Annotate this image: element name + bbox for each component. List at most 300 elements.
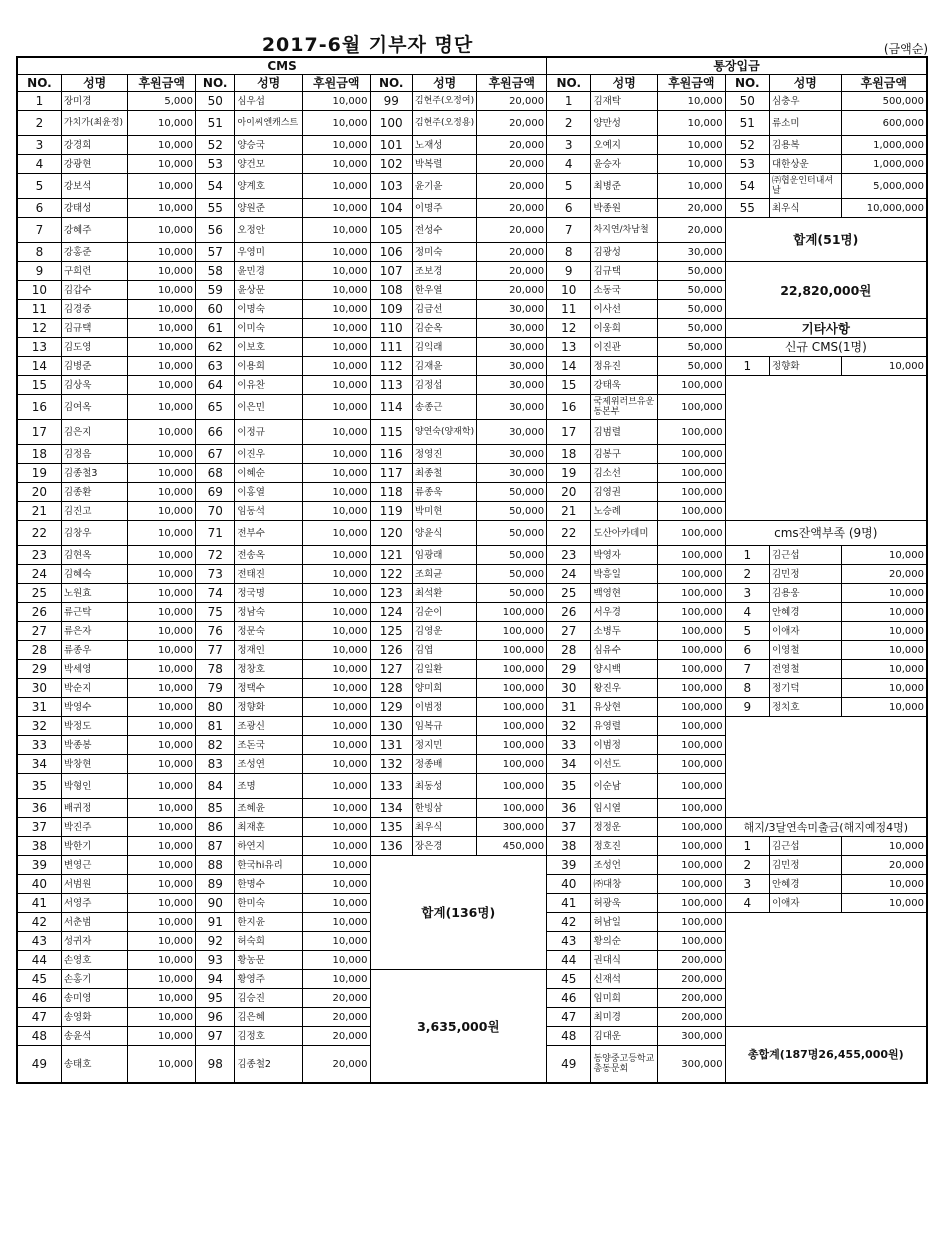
bank-donor-name: 이선도 xyxy=(591,755,658,774)
bank-donor-amount: 100,000 xyxy=(658,818,726,837)
bank-donor-amount: 50,000 xyxy=(658,281,726,300)
table-row xyxy=(17,584,927,603)
bank-donor-no: 21 xyxy=(547,502,591,521)
header-name: 성명 xyxy=(769,75,841,92)
cms-donor-no: 30 xyxy=(17,679,61,698)
cms-donor-amount: 100,000 xyxy=(477,717,547,736)
cms-donor-no: 10 xyxy=(17,281,61,300)
cms-donor-no: 13 xyxy=(17,338,61,357)
cms-donor-no: 97 xyxy=(196,1027,235,1046)
bank-donor-amount: 10,000 xyxy=(658,136,726,155)
bank-donor-amount: 100,000 xyxy=(658,584,726,603)
bank-donor-no: 20 xyxy=(547,483,591,502)
cms-donor-amount: 100,000 xyxy=(477,698,547,717)
bank-donor-name: 조성언 xyxy=(591,856,658,875)
cms-donor-name: 아이씨엔캐스트 xyxy=(235,111,303,136)
cms-donor-no: 118 xyxy=(370,483,412,502)
bank-donor-amount: 100,000 xyxy=(658,420,726,445)
cms-donor-no: 77 xyxy=(196,641,235,660)
cms-donor-amount: 10,000 xyxy=(302,970,370,989)
cms-donor-amount: 30,000 xyxy=(477,338,547,357)
cms-donor-amount: 20,000 xyxy=(477,155,547,174)
table-row xyxy=(17,262,927,281)
cms-donor-amount: 20,000 xyxy=(477,174,547,199)
header-name: 성명 xyxy=(235,75,303,92)
bank-donor-amount: 100,000 xyxy=(658,755,726,774)
cms-donor-name: 강태성 xyxy=(61,199,128,218)
cms-donor-name: 최우식 xyxy=(412,818,477,837)
bank-donor-no: 15 xyxy=(547,376,591,395)
cms-donor-no: 59 xyxy=(196,281,235,300)
shortage-amount: 20,000 xyxy=(841,565,927,584)
cms-donor-name: 강혜주 xyxy=(61,218,128,243)
bank-donor-no: 44 xyxy=(547,951,591,970)
bank-donor-name: 윤승자 xyxy=(591,155,658,174)
cms-donor-amount: 100,000 xyxy=(477,641,547,660)
cms-donor-name: 양계호 xyxy=(235,174,303,199)
cms-donor-no: 63 xyxy=(196,357,235,376)
cms-donor-amount: 10,000 xyxy=(128,521,196,546)
cms-donor-amount: 20,000 xyxy=(302,989,370,1008)
cms-donor-name: 이명숙 xyxy=(235,300,303,319)
cms-donor-name: 임광래 xyxy=(412,546,477,565)
cms-donor-no: 107 xyxy=(370,262,412,281)
cms-donor-name: 한명수 xyxy=(235,875,303,894)
cms-donor-amount: 100,000 xyxy=(477,603,547,622)
cms-donor-no: 105 xyxy=(370,218,412,243)
cms-total-count: 합계(136명) xyxy=(370,856,547,970)
cms-donor-no: 50 xyxy=(196,92,235,111)
cms-donor-no: 44 xyxy=(17,951,61,970)
cms-donor-amount: 10,000 xyxy=(128,736,196,755)
shortage-name: 이영철 xyxy=(769,641,841,660)
bank-donor-amount: 100,000 xyxy=(658,698,726,717)
cms-donor-amount: 30,000 xyxy=(477,300,547,319)
bank-donor-amount: 5,000,000 xyxy=(841,174,927,199)
bank-donor-amount: 100,000 xyxy=(658,483,726,502)
cms-donor-name: 전태진 xyxy=(235,565,303,584)
cms-donor-amount: 100,000 xyxy=(477,736,547,755)
cms-donor-no: 109 xyxy=(370,300,412,319)
bank-donor-amount: 50,000 xyxy=(658,262,726,281)
table-row xyxy=(17,357,927,376)
cms-donor-amount: 10,000 xyxy=(302,837,370,856)
cms-donor-no: 73 xyxy=(196,565,235,584)
cms-donor-amount: 10,000 xyxy=(128,774,196,799)
cms-donor-amount: 10,000 xyxy=(302,717,370,736)
cancel-name: 이애자 xyxy=(769,894,841,913)
cms-donor-amount: 10,000 xyxy=(128,483,196,502)
cms-donor-no: 69 xyxy=(196,483,235,502)
shortage-name: 김민정 xyxy=(769,565,841,584)
bank-total-count: 합계(51명) xyxy=(725,218,927,262)
cms-donor-name: 김종철2 xyxy=(235,1046,303,1084)
cms-donor-name: 성귀자 xyxy=(61,932,128,951)
cms-donor-name: 정재인 xyxy=(235,641,303,660)
bank-donor-name: 서우경 xyxy=(591,603,658,622)
cms-donor-name: 양원준 xyxy=(235,199,303,218)
cms-donor-no: 126 xyxy=(370,641,412,660)
cms-donor-no: 60 xyxy=(196,300,235,319)
cms-donor-name: 정문숙 xyxy=(235,622,303,641)
cms-donor-name: 조보경 xyxy=(412,262,477,281)
cancel-no: 4 xyxy=(725,894,769,913)
cms-donor-name: 조돈국 xyxy=(235,736,303,755)
cms-donor-amount: 10,000 xyxy=(302,357,370,376)
cms-donor-no: 53 xyxy=(196,155,235,174)
bank-donor-name: 양시백 xyxy=(591,660,658,679)
cms-donor-no: 25 xyxy=(17,584,61,603)
bank-donor-no: 2 xyxy=(547,111,591,136)
cms-donor-no: 99 xyxy=(370,92,412,111)
bank-donor-name: 허남일 xyxy=(591,913,658,932)
cms-donor-no: 65 xyxy=(196,395,235,420)
cms-donor-amount: 10,000 xyxy=(302,92,370,111)
bank-donor-name: 국제위러브유운동본부 xyxy=(591,395,658,420)
table-row xyxy=(17,111,927,136)
column-header-row xyxy=(17,75,927,92)
cms-donor-amount: 10,000 xyxy=(302,641,370,660)
cms-donor-amount: 50,000 xyxy=(477,584,547,603)
shortage-name: 김용웅 xyxy=(769,584,841,603)
header-no: NO. xyxy=(725,75,769,92)
bank-donor-amount: 100,000 xyxy=(658,464,726,483)
cms-donor-name: 김일환 xyxy=(412,660,477,679)
cms-donor-name: 윤민경 xyxy=(235,262,303,281)
bank-donor-no: 52 xyxy=(725,136,769,155)
cms-donor-no: 14 xyxy=(17,357,61,376)
bank-donor-name: 심충우 xyxy=(769,92,841,111)
bank-donor-no: 35 xyxy=(547,774,591,799)
cms-donor-amount: 10,000 xyxy=(128,357,196,376)
cms-donor-no: 119 xyxy=(370,502,412,521)
cms-donor-no: 122 xyxy=(370,565,412,584)
cms-donor-name: 전송옥 xyxy=(235,546,303,565)
bank-donor-amount: 1,000,000 xyxy=(841,155,927,174)
table-row xyxy=(17,319,927,338)
cms-donor-name: 정영진 xyxy=(412,445,477,464)
cms-donor-no: 94 xyxy=(196,970,235,989)
shortage-name: 김근섭 xyxy=(769,546,841,565)
cms-donor-name: 박창현 xyxy=(61,755,128,774)
bank-donor-no: 40 xyxy=(547,875,591,894)
bank-donor-name: 대한상운 xyxy=(769,155,841,174)
shortage-no: 8 xyxy=(725,679,769,698)
cms-donor-no: 8 xyxy=(17,243,61,262)
bank-donor-no: 13 xyxy=(547,338,591,357)
cms-donor-no: 56 xyxy=(196,218,235,243)
cms-donor-amount: 10,000 xyxy=(302,951,370,970)
cms-donor-amount: 20,000 xyxy=(477,136,547,155)
cms-donor-name: 최동성 xyxy=(412,774,477,799)
bank-donor-name: 심유수 xyxy=(591,641,658,660)
bank-donor-amount: 200,000 xyxy=(658,1008,726,1027)
bank-donor-amount: 50,000 xyxy=(658,357,726,376)
bank-donor-no: 48 xyxy=(547,1027,591,1046)
bank-donor-name: 오예지 xyxy=(591,136,658,155)
cms-donor-name: 배귀정 xyxy=(61,799,128,818)
cms-donor-name: 이은민 xyxy=(235,395,303,420)
cms-donor-name: 박영수 xyxy=(61,698,128,717)
bank-donor-no: 46 xyxy=(547,989,591,1008)
bank-donor-no: 3 xyxy=(547,136,591,155)
bank-donor-amount: 100,000 xyxy=(658,932,726,951)
table-row xyxy=(17,376,927,395)
cms-donor-name: 이범정 xyxy=(412,698,477,717)
cms-donor-no: 104 xyxy=(370,199,412,218)
header-amount: 후원금액 xyxy=(841,75,927,92)
cms-donor-name: 이정규 xyxy=(235,420,303,445)
bank-donor-name: 임미희 xyxy=(591,989,658,1008)
bank-donor-no: 54 xyxy=(725,174,769,199)
cms-donor-no: 47 xyxy=(17,1008,61,1027)
bank-donor-amount: 100,000 xyxy=(658,622,726,641)
cms-donor-no: 42 xyxy=(17,913,61,932)
cms-donor-amount: 10,000 xyxy=(302,584,370,603)
bank-donor-name: 이범정 xyxy=(591,736,658,755)
cms-donor-amount: 10,000 xyxy=(128,698,196,717)
cms-donor-name: 우영미 xyxy=(235,243,303,262)
cms-donor-name: 김은혜 xyxy=(235,1008,303,1027)
table-row xyxy=(17,338,927,357)
cancel-amount: 10,000 xyxy=(841,875,927,894)
bank-donor-name: 노승례 xyxy=(591,502,658,521)
header-no: NO. xyxy=(196,75,235,92)
cms-donor-amount: 10,000 xyxy=(302,281,370,300)
cms-donor-no: 117 xyxy=(370,464,412,483)
shortage-amount: 10,000 xyxy=(841,584,927,603)
bank-donor-name: 유영렬 xyxy=(591,717,658,736)
cms-donor-name: 김현주(오정용) xyxy=(412,111,477,136)
cms-donor-amount: 10,000 xyxy=(302,856,370,875)
cms-donor-amount: 10,000 xyxy=(302,502,370,521)
bank-donor-no: 43 xyxy=(547,932,591,951)
cms-donor-no: 82 xyxy=(196,736,235,755)
bank-donor-no: 36 xyxy=(547,799,591,818)
shortage-title: cms잔액부족 (9명) xyxy=(725,521,927,546)
cms-donor-amount: 10,000 xyxy=(302,199,370,218)
cms-donor-amount: 10,000 xyxy=(302,319,370,338)
bank-donor-amount: 50,000 xyxy=(658,319,726,338)
cms-donor-name: 최재훈 xyxy=(235,818,303,837)
bank-donor-no: 23 xyxy=(547,546,591,565)
cms-donor-amount: 50,000 xyxy=(477,483,547,502)
cms-donor-no: 9 xyxy=(17,262,61,281)
cms-donor-amount: 10,000 xyxy=(302,155,370,174)
bank-donor-no: 6 xyxy=(547,199,591,218)
cms-donor-amount: 10,000 xyxy=(302,679,370,698)
cms-donor-no: 61 xyxy=(196,319,235,338)
cms-donor-no: 72 xyxy=(196,546,235,565)
cms-donor-amount: 10,000 xyxy=(302,376,370,395)
shortage-amount: 10,000 xyxy=(841,660,927,679)
cms-donor-amount: 10,000 xyxy=(302,243,370,262)
cms-donor-amount: 10,000 xyxy=(128,376,196,395)
cms-donor-no: 90 xyxy=(196,894,235,913)
cms-donor-amount: 10,000 xyxy=(128,603,196,622)
bank-donor-no: 45 xyxy=(547,970,591,989)
bank-donor-amount: 100,000 xyxy=(658,837,726,856)
bank-donor-amount: 100,000 xyxy=(658,565,726,584)
cms-donor-amount: 10,000 xyxy=(302,136,370,155)
bank-donor-no: 41 xyxy=(547,894,591,913)
cms-donor-amount: 10,000 xyxy=(302,875,370,894)
cms-donor-amount: 10,000 xyxy=(302,521,370,546)
cms-donor-name: 임동석 xyxy=(235,502,303,521)
cms-donor-no: 11 xyxy=(17,300,61,319)
cms-donor-name: 강홍준 xyxy=(61,243,128,262)
bank-donor-no: 42 xyxy=(547,913,591,932)
cms-donor-amount: 30,000 xyxy=(477,464,547,483)
donor-table xyxy=(16,56,928,1084)
cms-donor-no: 134 xyxy=(370,799,412,818)
cms-donor-name: 양승국 xyxy=(235,136,303,155)
cms-donor-no: 116 xyxy=(370,445,412,464)
shortage-no: 6 xyxy=(725,641,769,660)
header-name: 성명 xyxy=(61,75,128,92)
cancel-no: 1 xyxy=(725,837,769,856)
cms-donor-name: 서범원 xyxy=(61,875,128,894)
cms-donor-amount: 10,000 xyxy=(128,262,196,281)
bank-donor-name: 김용복 xyxy=(769,136,841,155)
cms-donor-amount: 450,000 xyxy=(477,837,547,856)
bank-donor-name: 정유진 xyxy=(591,357,658,376)
cms-donor-name: 손영호 xyxy=(61,951,128,970)
cms-donor-name: 임복규 xyxy=(412,717,477,736)
cms-donor-amount: 10,000 xyxy=(128,174,196,199)
bank-donor-no: 30 xyxy=(547,679,591,698)
shortage-no: 2 xyxy=(725,565,769,584)
cms-donor-name: 손홍기 xyxy=(61,970,128,989)
cms-donor-amount: 20,000 xyxy=(477,199,547,218)
bank-donor-no: 37 xyxy=(547,818,591,837)
cms-donor-amount: 10,000 xyxy=(128,913,196,932)
cms-donor-amount: 20,000 xyxy=(477,262,547,281)
bank-donor-name: 이웅희 xyxy=(591,319,658,338)
cms-donor-name: 양건모 xyxy=(235,155,303,174)
table-row xyxy=(17,856,927,875)
bank-donor-amount: 300,000 xyxy=(658,1027,726,1046)
cms-donor-amount: 10,000 xyxy=(302,894,370,913)
cms-donor-amount: 10,000 xyxy=(128,894,196,913)
cancel-no: 3 xyxy=(725,875,769,894)
bank-donor-no: 7 xyxy=(547,218,591,243)
table-row xyxy=(17,603,927,622)
cms-donor-amount: 10,000 xyxy=(128,199,196,218)
cms-donor-no: 45 xyxy=(17,970,61,989)
page-title: 2017-6월 기부자 명단 xyxy=(261,34,474,56)
bank-donor-name: 동양중고등학교 총동문회 xyxy=(591,1046,658,1084)
cms-donor-amount: 30,000 xyxy=(477,357,547,376)
cms-donor-no: 22 xyxy=(17,521,61,546)
cms-donor-no: 128 xyxy=(370,679,412,698)
cms-donor-name: 송영화 xyxy=(61,1008,128,1027)
bank-donor-no: 17 xyxy=(547,420,591,445)
cms-donor-no: 129 xyxy=(370,698,412,717)
bank-donor-no: 19 xyxy=(547,464,591,483)
cms-donor-name: 심우섭 xyxy=(235,92,303,111)
cms-donor-no: 78 xyxy=(196,660,235,679)
cms-donor-name: 조명 xyxy=(235,774,303,799)
new-cms-amount: 10,000 xyxy=(841,357,927,376)
cms-donor-no: 102 xyxy=(370,155,412,174)
cms-donor-name: 양미희 xyxy=(412,679,477,698)
bank-donor-name: ㈜대창 xyxy=(591,875,658,894)
table-row xyxy=(17,174,927,199)
cms-donor-amount: 50,000 xyxy=(477,502,547,521)
cancel-title: 해지/3달연속미출금(해지예정4명) xyxy=(725,818,927,837)
cms-donor-amount: 10,000 xyxy=(302,464,370,483)
blank-area xyxy=(725,913,927,1027)
cms-donor-name: 이미숙 xyxy=(235,319,303,338)
cms-donor-amount: 10,000 xyxy=(128,111,196,136)
cms-donor-amount: 10,000 xyxy=(128,679,196,698)
etc-title: 기타사항 xyxy=(725,319,927,338)
cms-donor-no: 18 xyxy=(17,445,61,464)
cms-donor-name: 전부수 xyxy=(235,521,303,546)
bank-donor-no: 4 xyxy=(547,155,591,174)
table-row xyxy=(17,837,927,856)
shortage-name: 이애자 xyxy=(769,622,841,641)
cms-donor-name: 한지윤 xyxy=(235,913,303,932)
bank-donor-amount: 20,000 xyxy=(658,218,726,243)
cms-donor-amount: 50,000 xyxy=(477,521,547,546)
shortage-no: 1 xyxy=(725,546,769,565)
cms-donor-amount: 10,000 xyxy=(302,483,370,502)
bank-donor-name: 김영권 xyxy=(591,483,658,502)
cms-donor-name: 이명주 xyxy=(412,199,477,218)
cms-donor-name: 김정섭 xyxy=(412,376,477,395)
cancel-amount: 10,000 xyxy=(841,837,927,856)
cms-donor-no: 66 xyxy=(196,420,235,445)
bank-donor-amount: 100,000 xyxy=(658,445,726,464)
cms-donor-name: 류근탁 xyxy=(61,603,128,622)
bank-donor-no: 8 xyxy=(547,243,591,262)
new-cms-name: 정향화 xyxy=(769,357,841,376)
cms-donor-amount: 10,000 xyxy=(128,445,196,464)
table-row xyxy=(17,155,927,174)
cms-donor-no: 29 xyxy=(17,660,61,679)
bank-donor-amount: 30,000 xyxy=(658,243,726,262)
cms-donor-amount: 10,000 xyxy=(128,1027,196,1046)
cms-donor-no: 48 xyxy=(17,1027,61,1046)
cms-donor-amount: 20,000 xyxy=(477,243,547,262)
cms-donor-name: 정지민 xyxy=(412,736,477,755)
cms-donor-name: 박순지 xyxy=(61,679,128,698)
cms-donor-amount: 10,000 xyxy=(128,951,196,970)
bank-donor-amount: 10,000 xyxy=(658,155,726,174)
cms-donor-amount: 10,000 xyxy=(302,546,370,565)
bank-donor-amount: 100,000 xyxy=(658,856,726,875)
new-cms-no: 1 xyxy=(725,357,769,376)
bank-donor-amount: 100,000 xyxy=(658,717,726,736)
shortage-no: 4 xyxy=(725,603,769,622)
cancel-name: 김근섭 xyxy=(769,837,841,856)
cms-donor-no: 96 xyxy=(196,1008,235,1027)
cms-donor-name: 양연숙(양재학) xyxy=(412,420,477,445)
cms-donor-amount: 10,000 xyxy=(302,932,370,951)
cms-donor-amount: 20,000 xyxy=(302,1046,370,1084)
bank-donor-amount: 100,000 xyxy=(658,502,726,521)
bank-donor-amount: 500,000 xyxy=(841,92,927,111)
cms-donor-amount: 10,000 xyxy=(128,660,196,679)
section-cms: CMS xyxy=(17,57,547,75)
cms-donor-name: 박세영 xyxy=(61,660,128,679)
cms-donor-amount: 10,000 xyxy=(128,1046,196,1084)
cms-donor-no: 52 xyxy=(196,136,235,155)
bank-donor-amount: 1,000,000 xyxy=(841,136,927,155)
cms-donor-name: 박한기 xyxy=(61,837,128,856)
